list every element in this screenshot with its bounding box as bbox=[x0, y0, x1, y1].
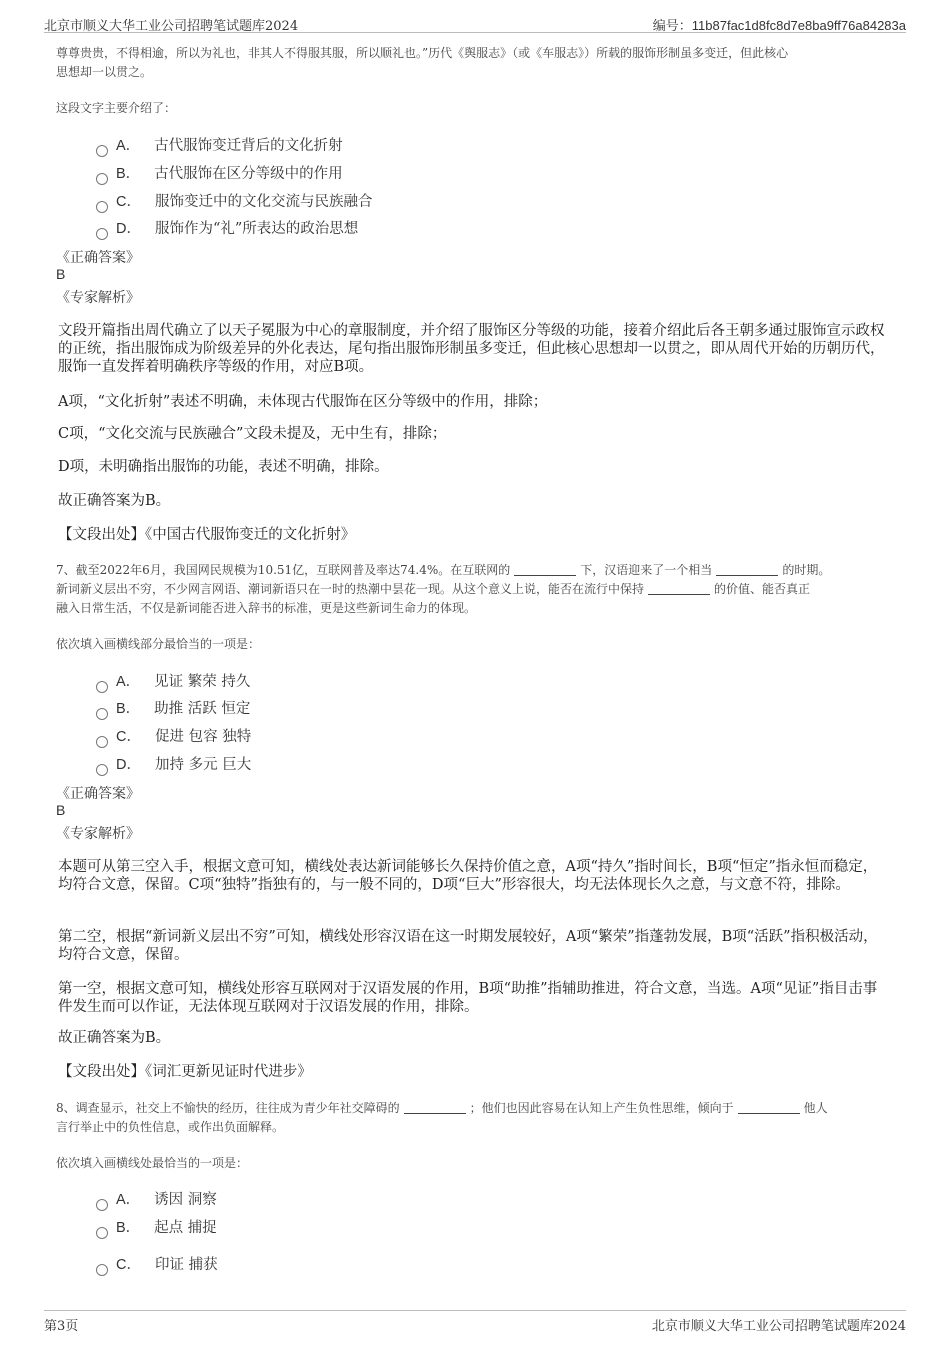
q6-passage-line2: 思想却一以贯之。 bbox=[56, 65, 153, 79]
q6-stem: 这段文字主要介绍了： bbox=[56, 101, 177, 115]
option-letter: D． bbox=[116, 221, 141, 237]
option-letter: B． bbox=[116, 166, 141, 182]
radio-icon[interactable] bbox=[96, 1199, 108, 1211]
radio-icon[interactable] bbox=[96, 228, 108, 240]
q7-analysis-3: 第一空，根据文意可知，横线处形容互联网对于汉语发展的作用，B项“助推”指辅助推进，符合文意，当选。A项“见证”指目击事件发生而可以作证，无法体现互联网对于汉语发展的作用，排除。 bbox=[58, 981, 878, 1015]
q6-option-b[interactable] bbox=[96, 162, 343, 183]
header-title: 北京市顺义大华工业公司招聘笔试题库2024 bbox=[44, 19, 299, 34]
radio-icon[interactable] bbox=[96, 1227, 108, 1239]
q7-answer: B bbox=[56, 802, 66, 818]
answer-blank bbox=[514, 563, 576, 576]
footer-title: 北京市顺义大华工业公司招聘笔试题库2024 bbox=[651, 1319, 906, 1334]
q6-analysis-label: 《专家解析》 bbox=[56, 290, 140, 306]
q6-analysis-4: D项，未明确指出服饰的功能，表述不明确，排除。 bbox=[58, 459, 389, 475]
radio-icon[interactable] bbox=[96, 681, 108, 693]
q7-option-a[interactable]: A． 见证 繁荣 持久 bbox=[96, 670, 250, 691]
q8-question: 依次填入画横线处最恰当的一项是： bbox=[56, 1156, 249, 1170]
q6-answer: B bbox=[56, 266, 66, 282]
source-title: 《中国古代服饰变迁的文化折射》 bbox=[145, 527, 356, 543]
q6-passage-line1: 尊尊贵贵，不得相逾，所以为礼也，非其人不得服其服，所以顺礼也。”历代《舆服志》（或《车服志》）所载的服饰形制虽多变迁，但此核心 bbox=[56, 46, 789, 60]
q8-option-b[interactable]: B． 起点 捕捉 bbox=[96, 1216, 217, 1237]
source-tag: 【文段出处】 bbox=[58, 527, 145, 543]
answer-blank bbox=[648, 582, 710, 595]
q7-analysis-label: 《专家解析》 bbox=[56, 826, 140, 842]
q6-answer-label: 《正确答案》 bbox=[56, 250, 140, 266]
q7-option-d[interactable]: D． 加持 多元 巨大 bbox=[96, 753, 251, 774]
radio-icon[interactable] bbox=[96, 1264, 108, 1276]
q7-option-c[interactable]: C． 促进 包容 独特 bbox=[96, 725, 251, 746]
radio-icon[interactable] bbox=[96, 736, 108, 748]
q6-option-a[interactable] bbox=[96, 134, 343, 155]
page-number: 第3页 bbox=[44, 1319, 79, 1334]
radio-icon[interactable] bbox=[96, 201, 108, 213]
answer-blank bbox=[738, 1101, 800, 1114]
answer-blank bbox=[716, 563, 778, 576]
q7-analysis-2: 第二空，根据“新词新义层出不穷”可知，横线处形容汉语在这一时期发展较好，A项“繁荣”指蓬勃发展，B项“活跃”指积极活动，均符合文意，保留。 bbox=[58, 929, 878, 963]
radio-icon[interactable] bbox=[96, 145, 108, 157]
option-text: 服饰作为“礼”所表达的政治思想 bbox=[154, 221, 359, 237]
q6-analysis-1: 文段开篇指出周代确立了以天子冕服为中心的章服制度，并介绍了服饰区分等级的功能，接着介绍此后各王朝多通过服饰宣示政权的正统，指出服饰成为阶级差异的外化表达，尾句指出服饰形制虽多变迁，但此核心思想却一以贯之，即从周代开始的历朝历代，服饰一直发挥着明确秩序等级的作用，对应B项。 bbox=[58, 323, 885, 375]
page-footer bbox=[44, 1310, 906, 1341]
q6-source bbox=[58, 526, 888, 544]
q6-option-c[interactable] bbox=[96, 190, 372, 211]
q7-analysis-1: 本题可从第三空入手，根据文意可知，横线处表达新词能够长久保持价值之意，A项“持久”指时间长，B项“恒定”指永恒而稳定，均符合文意，保留。C项“独特”指独有的，与一般不同的，D项“巨大”形容很大，均无法体现长久之意，与文意不符，排除。 bbox=[58, 859, 878, 893]
option-text: 服饰变迁中的文化交流与民族融合 bbox=[154, 194, 373, 210]
q7-answer-label: 《正确答案》 bbox=[56, 786, 140, 802]
q6-analysis-5: 故正确答案为B。 bbox=[58, 493, 171, 509]
q6-option-d[interactable] bbox=[96, 217, 358, 238]
q7-stem: 7、截至2022年6月，我国网民规模为10.51亿，互联网普及率达74.4%。在互联网的 下，汉语迎来了一个相当 的时期。 新词新义层出不穷，不少网言网语、潮词新语只在一时的热潮中昙花一现。从这个意义上说，能否在流行中保持 的价值、能否真正 融入日常生活，不仅是新词能否进入辞书的标准，更是这些新词生命力的体现。 bbox=[56, 563, 831, 615]
radio-icon[interactable] bbox=[96, 764, 108, 776]
q6-analysis-2: A项，“文化折射”表述不明确，未体现古代服饰在区分等级中的作用，排除； bbox=[58, 394, 548, 410]
q8-stem: 8、调查显示，社交上不愉快的经历，往往成为青少年社交障碍的 ；他们也因此容易在认知上产生负性思维，倾向于 他人 言行举止中的负性信息，或作出负面解释。 bbox=[56, 1101, 828, 1134]
q7-source: 【文段出处】《词汇更新见证时代进步》 bbox=[58, 1064, 312, 1080]
q8-option-a[interactable]: A． 诱因 洞察 bbox=[96, 1188, 217, 1209]
option-text: 古代服饰变迁背后的文化折射 bbox=[154, 138, 343, 154]
answer-blank bbox=[404, 1101, 466, 1114]
q6-analysis-3: C项，“文化交流与民族融合”文段未提及，无中生有，排除； bbox=[58, 426, 447, 442]
radio-icon[interactable] bbox=[96, 173, 108, 185]
q7-analysis-4: 故正确答案为B。 bbox=[58, 1030, 171, 1046]
option-letter: C． bbox=[116, 194, 141, 210]
option-text: 古代服饰在区分等级中的作用 bbox=[154, 166, 343, 182]
header-serial: 编号：11b87fac1d8fc8d7e8ba9ff76a84283a bbox=[652, 18, 906, 33]
page-header bbox=[44, 10, 906, 33]
q6-passage bbox=[56, 44, 906, 82]
option-letter: A． bbox=[116, 138, 141, 154]
q7-question: 依次填入画横线部分最恰当的一项是： bbox=[56, 637, 261, 651]
q7-option-b[interactable]: B． 助推 活跃 恒定 bbox=[96, 697, 250, 718]
q8-option-c[interactable]: C． 印证 捕获 bbox=[96, 1253, 218, 1274]
radio-icon[interactable] bbox=[96, 708, 108, 720]
